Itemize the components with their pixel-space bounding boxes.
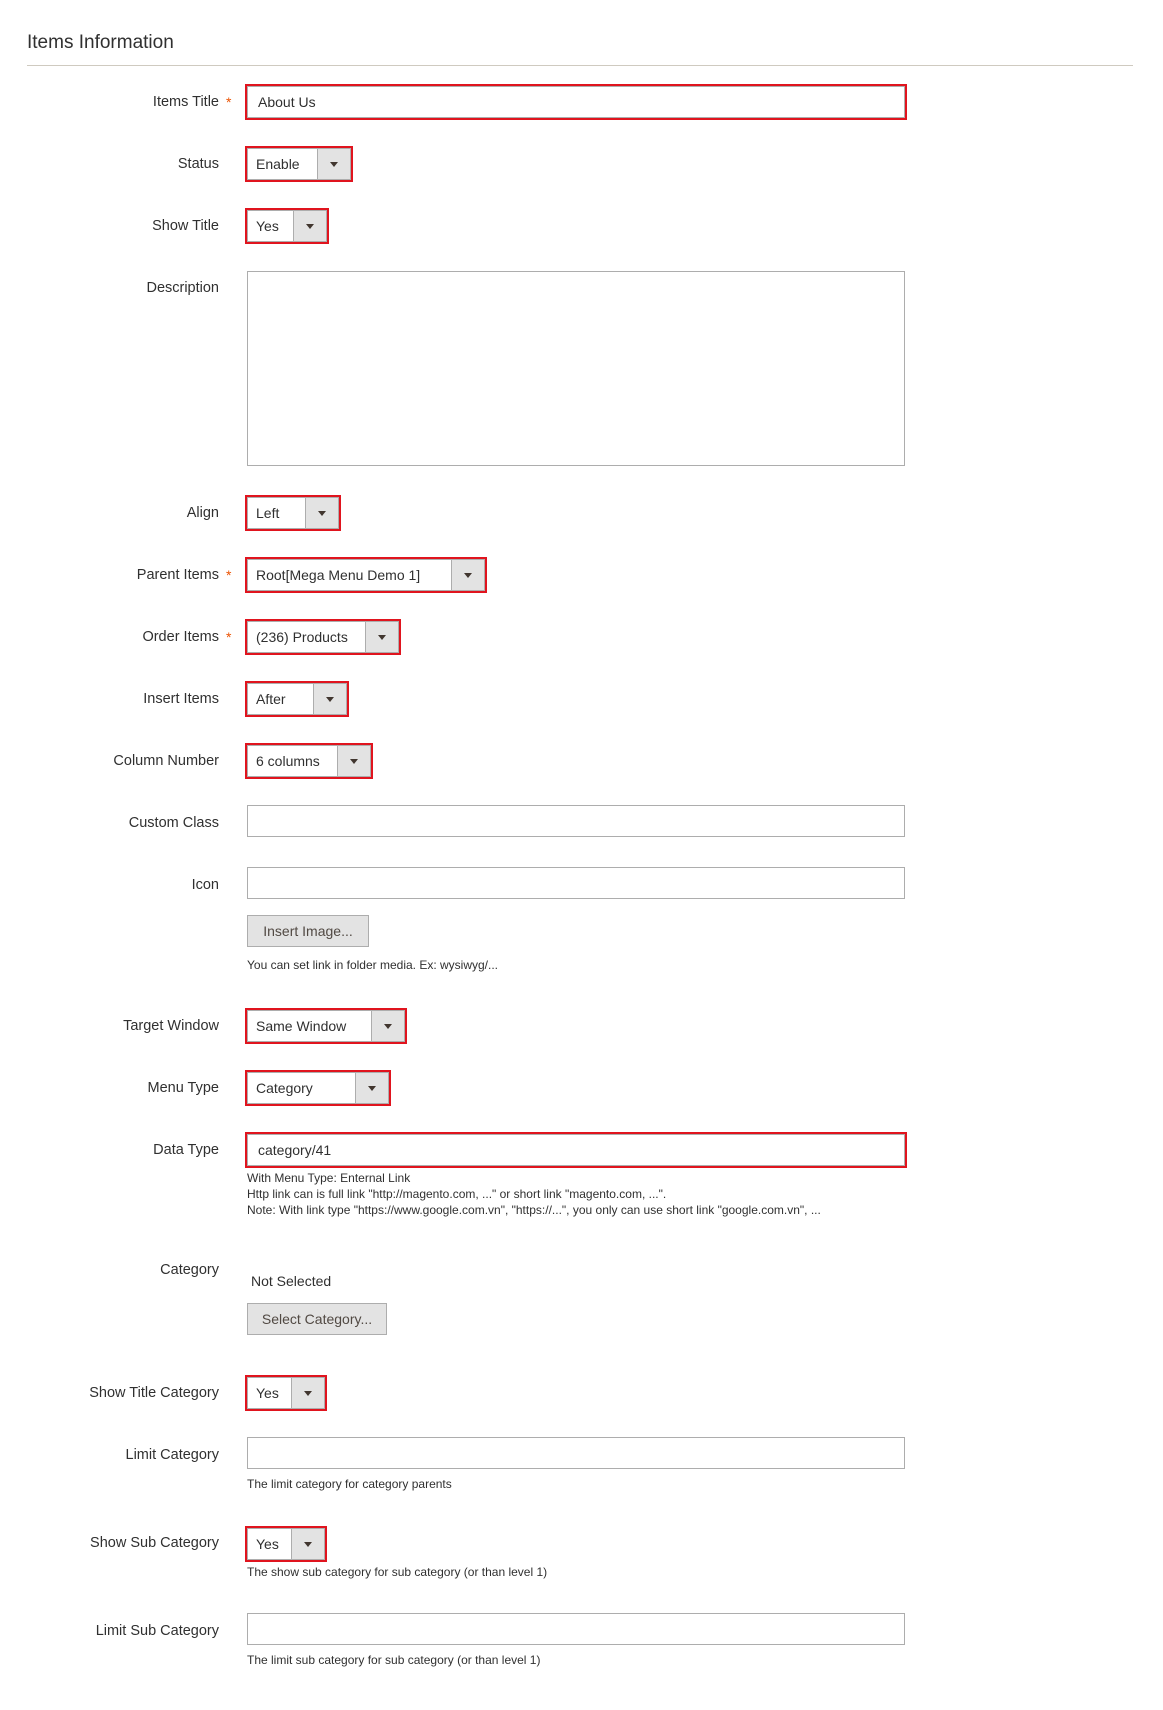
data-type-note-3: Note: With link type "https://www.google.com.vn", "https://...", you only can use short link "google.com.vn", ... <box>247 1203 821 1217</box>
select-category-button[interactable]: Select Category... <box>247 1303 387 1335</box>
parent-items-select[interactable] <box>247 559 485 591</box>
parent-items-label: Parent Items <box>136 567 219 583</box>
category-selected-value: Not Selected <box>251 1273 332 1289</box>
column-number-label: Column Number <box>113 753 219 769</box>
chevron-down-icon <box>368 1086 376 1091</box>
show-title-select-toggle[interactable] <box>293 211 326 241</box>
column-number-select-toggle[interactable] <box>337 746 370 776</box>
column-number-select[interactable] <box>247 745 371 777</box>
section-title: Items Information <box>27 32 174 53</box>
description-label: Description <box>146 280 219 296</box>
limit-sub-category-label: Limit Sub Category <box>95 1623 219 1639</box>
insert-items-select-value: After <box>256 691 286 707</box>
insert-items-select-toggle[interactable] <box>313 684 346 714</box>
show-title-category-select-toggle[interactable] <box>291 1378 324 1408</box>
show-title-category-select-value: Yes <box>256 1385 279 1401</box>
order-items-label: Order Items <box>142 629 219 645</box>
show-sub-category-label: Show Sub Category <box>90 1535 219 1551</box>
show-title-category-label: Show Title Category <box>89 1385 219 1401</box>
status-select-value: Enable <box>256 156 300 172</box>
insert-items-label: Insert Items <box>143 691 219 707</box>
icon-label: Icon <box>191 877 219 893</box>
chevron-down-icon <box>318 511 326 516</box>
menu-type-label: Menu Type <box>147 1080 219 1096</box>
custom-class-input[interactable] <box>247 805 905 837</box>
icon-input[interactable] <box>247 867 905 899</box>
chevron-down-icon <box>384 1024 392 1029</box>
insert-image-button[interactable]: Insert Image... <box>247 915 369 947</box>
show-sub-category-select-toggle[interactable] <box>291 1529 324 1559</box>
limit-category-label: Limit Category <box>125 1447 219 1463</box>
order-items-select-toggle[interactable] <box>365 622 398 652</box>
parent-items-required-mark: * <box>226 567 232 583</box>
items-title-input[interactable]: About Us <box>247 86 905 118</box>
show-sub-category-select[interactable] <box>247 1528 325 1560</box>
limit-sub-category-note: The limit sub category for sub category (or than level 1) <box>247 1653 541 1667</box>
menu-type-select[interactable] <box>247 1072 389 1104</box>
align-label: Align <box>186 505 219 521</box>
chevron-down-icon <box>464 573 472 578</box>
order-items-required-mark: * <box>226 629 232 645</box>
parent-items-select-toggle[interactable] <box>451 560 484 590</box>
target-window-select[interactable] <box>247 1010 405 1042</box>
icon-note: You can set link in folder media. Ex: wysiwyg/... <box>247 958 499 972</box>
target-window-select-value: Same Window <box>256 1018 347 1034</box>
data-type-note-1: With Menu Type: Enternal Link <box>247 1171 411 1185</box>
limit-category-input[interactable] <box>247 1437 905 1469</box>
show-title-select-value: Yes <box>256 218 279 234</box>
align-select-value: Left <box>256 505 280 521</box>
show-title-label: Show Title <box>152 218 219 234</box>
chevron-down-icon <box>304 1391 312 1396</box>
data-type-input[interactable]: category/41 <box>247 1134 905 1166</box>
chevron-down-icon <box>378 635 386 640</box>
show-sub-category-note: The show sub category for sub category (or than level 1) <box>247 1565 548 1579</box>
show-title-category-select[interactable] <box>247 1377 325 1409</box>
order-items-select-value: (236) Products <box>256 629 348 645</box>
target-window-label: Target Window <box>123 1018 219 1034</box>
chevron-down-icon <box>326 697 334 702</box>
parent-items-select-value: Root[Mega Menu Demo 1] <box>256 567 421 583</box>
data-type-note-2: Http link can is full link "http://magento.com, ..." or short link "magento.com, ...". <box>247 1187 667 1201</box>
align-select-toggle[interactable] <box>305 498 338 528</box>
custom-class-label: Custom Class <box>128 815 219 831</box>
order-items-select[interactable] <box>247 621 399 653</box>
category-label: Category <box>160 1262 219 1278</box>
chevron-down-icon <box>350 759 358 764</box>
limit-sub-category-input[interactable] <box>247 1613 905 1645</box>
data-type-label: Data Type <box>153 1142 219 1158</box>
menu-type-select-toggle[interactable] <box>355 1073 388 1103</box>
target-window-select-toggle[interactable] <box>371 1011 404 1041</box>
status-select-toggle[interactable] <box>317 149 350 179</box>
status-select[interactable] <box>247 148 351 180</box>
limit-category-note: The limit category for category parents <box>247 1477 452 1491</box>
menu-type-select-value: Category <box>256 1080 313 1096</box>
items-title-label <box>153 94 219 110</box>
chevron-down-icon <box>330 162 338 167</box>
column-number-select-value: 6 columns <box>256 753 320 769</box>
section-divider <box>27 65 1133 66</box>
status-label: Status <box>177 156 219 172</box>
insert-items-select[interactable] <box>247 683 347 715</box>
description-textarea[interactable] <box>247 271 905 466</box>
items-title-label-text: Items Title <box>152 94 219 110</box>
show-title-select[interactable] <box>247 210 327 242</box>
show-sub-category-select-value: Yes <box>256 1536 279 1552</box>
chevron-down-icon <box>304 1542 312 1547</box>
items-title-required-mark: * <box>226 94 232 110</box>
align-select[interactable] <box>247 497 339 529</box>
chevron-down-icon <box>306 224 314 229</box>
